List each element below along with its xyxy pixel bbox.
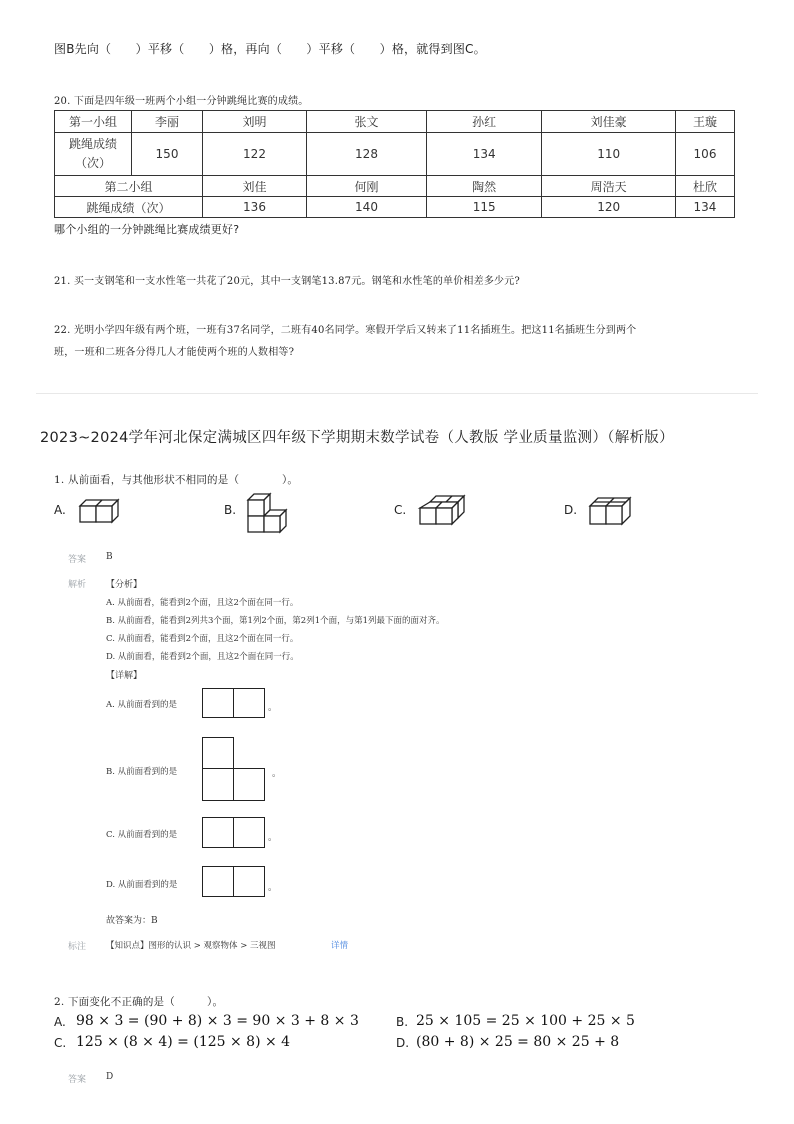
group2-score: 134: [675, 197, 734, 218]
p2-option-c-letter: C.: [54, 1036, 67, 1050]
group2-name: 何刚: [307, 176, 427, 197]
group1-score: 110: [542, 133, 676, 176]
group1-name: 张文: [307, 111, 427, 133]
knowledge-point: 【知识点】图形的认识 > 观察物体 > 三视图: [106, 941, 276, 951]
group1-label: 第一小组: [55, 111, 132, 133]
group1-score: 128: [307, 133, 427, 176]
view-c-square: [202, 817, 234, 848]
group2-name: 周浩天: [542, 176, 676, 197]
p2-option-c-expr: 125 × (8 × 4) = (125 × 8) × 4: [76, 1034, 291, 1050]
p2-answer-value: D: [106, 1072, 114, 1082]
group1-score: 122: [203, 133, 307, 176]
view-c-period: 。: [268, 833, 278, 843]
conclusion-text: 故答案为：B: [106, 916, 158, 926]
analysis-line: B. 从前面看，能看到2列共3个面，第1列2个面，第2列1个面，与第1列最下面的面对齐。: [106, 616, 445, 626]
option-a-letter: A.: [54, 503, 66, 517]
group2-score: 140: [307, 197, 427, 218]
view-a-period: 。: [268, 703, 278, 713]
view-a-text: A. 从前面看到的是: [106, 700, 178, 710]
row-label-line2: （次）: [74, 156, 111, 170]
analysis-line: A. 从前面看，能看到2个面，且这2个面在同一行。: [106, 598, 299, 608]
view-b-square: [202, 768, 234, 801]
group2-score: 120: [542, 197, 676, 218]
q21-text: 21. 买一支钢笔和一支水性笔一共花了20元，其中一支钢笔13.87元。钢笔和水性笔的单价相差多少元?: [54, 276, 520, 287]
view-b-square: [233, 768, 265, 801]
p2-option-b-letter: B.: [396, 1015, 409, 1029]
analysis-label: 解析: [68, 580, 87, 590]
group2-row-label: 跳绳成绩（次）: [55, 197, 203, 218]
p2-option-d-expr: (80 + 8) × 25 = 80 × 25 + 8: [416, 1034, 620, 1050]
option-a-cubes-figure: [76, 496, 120, 526]
group1-name: 刘明: [203, 111, 307, 133]
analysis-heading: 【分析】: [106, 580, 143, 590]
group2-label: 第二小组: [55, 176, 203, 197]
q20-score-table: [54, 110, 735, 218]
option-d-cubes-figure: [586, 494, 634, 528]
view-d-text: D. 从前面看到的是: [106, 880, 178, 890]
view-d-square: [202, 866, 234, 897]
exam-title: 2023~2024学年河北保定满城区四年级下学期期末数学试卷（人教版 学业质量监测）（解析版）: [40, 430, 674, 446]
group2-name: 刘佳: [203, 176, 307, 197]
p2-option-a-letter: A.: [54, 1015, 66, 1029]
group1-score: 106: [676, 133, 735, 176]
view-a-square: [202, 688, 234, 718]
p2-option-d-letter: D.: [396, 1036, 410, 1050]
q20-title: 20. 下面是四年级一班两个小组一分钟跳绳比赛的成绩。: [54, 96, 309, 107]
q19-tail-text: 图B先向（ ）平移（ ）格，再向（ ）平移（ ）格，就得到图C。: [54, 42, 486, 56]
option-b-letter: B.: [224, 503, 237, 517]
option-c-letter: C.: [394, 503, 407, 517]
p2-question: 2. 下面变化不正确的是（ ）。: [54, 996, 224, 1008]
row-label-line1: 跳绳成绩: [68, 137, 117, 151]
group1-name: 孙红: [427, 111, 542, 133]
answer-label: 答案: [68, 555, 87, 565]
view-c-square: [233, 817, 265, 848]
p2-option-a-expr: 98 × 3 = (90 + 8) × 3 = 90 × 3 + 8 × 3: [76, 1013, 359, 1029]
analysis-line: C. 从前面看，能看到2个面，且这2个面在同一行。: [106, 634, 299, 644]
view-b-square: [202, 737, 234, 769]
p1-question: 1. 从前面看，与其他形状不相同的是（ ）。: [54, 474, 299, 486]
option-d-letter: D.: [564, 503, 578, 517]
p2-option-b-expr: 25 × 105 = 25 × 100 + 25 × 5: [416, 1013, 635, 1029]
view-a-square: [233, 688, 265, 718]
note-label: 标注: [68, 942, 87, 952]
view-d-period: 。: [268, 883, 278, 893]
section-divider: [36, 393, 758, 394]
answer-value: B: [106, 552, 113, 562]
option-c-cubes-figure: [416, 494, 468, 528]
group1-name: 王璇: [676, 111, 735, 133]
q20-question: 哪个小组的一分钟跳绳比赛成绩更好?: [54, 223, 240, 236]
group1-name: 刘佳豪: [542, 111, 676, 133]
option-b-cubes-figure: [244, 492, 290, 534]
view-b-text: B. 从前面看到的是: [106, 767, 178, 777]
q22-text-line1: 22. 光明小学四年级有两个班，一班有37名同学，二班有40名同学。寒假开学后又转来了11名插班生。把这11名插班生分到两个: [54, 325, 637, 336]
group2-score: 115: [427, 197, 542, 218]
group2-name: 杜欣: [675, 176, 734, 197]
view-c-text: C. 从前面看到的是: [106, 830, 178, 840]
p2-answer-label: 答案: [68, 1075, 87, 1085]
group1-score: 134: [427, 133, 542, 176]
group2-score: 136: [203, 197, 307, 218]
analysis-line: D. 从前面看，能看到2个面，且这2个面在同一行。: [106, 652, 299, 662]
detail-heading: 【详解】: [106, 671, 143, 681]
q22-text-line2: 班，一班和二班各分得几人才能使两个班的人数相等?: [54, 347, 295, 358]
view-b-period: 。: [272, 769, 282, 779]
group2-name: 陶然: [427, 176, 542, 197]
detail-link[interactable]: 详情: [331, 941, 349, 951]
group1-row-label: [55, 133, 132, 176]
group1-name: 李丽: [132, 111, 203, 133]
group1-score: 150: [132, 133, 203, 176]
view-d-square: [233, 866, 265, 897]
